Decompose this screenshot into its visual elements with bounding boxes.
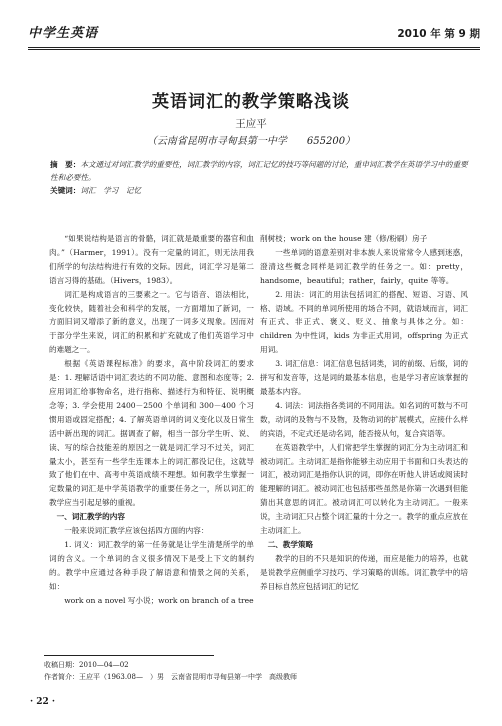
abstract-label: 摘 要： — [50, 160, 81, 169]
paragraph: 在英语教学中，人们常把学生掌握的词汇分为主动词汇和被动词汇。主动词汇是指你能够主动应用于书面和口头表达的词汇，被动词汇是指你认识的词，即你在听他人讲话或阅读时能理解的词汇。被动词汇也包括那些虽然是你第一次遇到但能猜出其意思的词汇。被动词汇可以转化为主动词汇。一般来说，主动词汇只占整个词汇量的十分之一。教学的重点应放在主动词汇上。 — [260, 442, 468, 536]
paragraph: 削树枝；work on the house 建（修/粉刷）房子 — [260, 234, 428, 243]
abstract-block — [50, 158, 470, 197]
paragraph: 根据《英语课程标准》的要求，高中阶段词汇的要求是：1. 理解话语中词汇表达的不同功能、意图和态度等；2. 应用词汇给事物命名，进行指称、描述行为和特征、说明概念等；3. 学会使用 2400－2500 个单词和 300－400 个习惯用语或固定搭配；4. 了解英语单词的词义变化以及日常生活中新出现的词汇。据调查了解，相当一部分学生听、说、读、写的综合技能差的原因之一就是词汇学习不过关，词汇量太小，甚至有一些学生连课本上的词汇都没记住，这就导致了他们在中、高考中英语成绩不理想。如何教学生掌握一定数量的词汇是中学英语教学的重要任务之一，所以词汇的教学应当引起足够的重视。 — [49, 359, 254, 508]
paragraph: 一些单词的语意差别对非本族人来说常常令人感到迷惑，澄清这些概念同样是词汇教学的任务之一。如：pretty，handsome，beautiful；rather，fairly，quite 等等。 — [260, 247, 468, 285]
body-column-right — [260, 232, 468, 594]
header-rule-thin — [28, 49, 480, 50]
page-header — [28, 26, 480, 46]
journal-logo: 中学生英语 — [28, 26, 99, 41]
footnote-rule — [44, 655, 214, 656]
author-bio: 作者简介：王应平（1963.08— ）男 云南省昆明市寻甸县第一中学 高级教师 — [44, 673, 297, 681]
paragraph: 词汇是构成语言的三要素之一。它与语音、语法相比，变化较快，随着社会和科学的发展，一方面增加了新词，一方面旧词又增添了新的意义，出现了一词多义现象。因而对于部分学生来说，词汇的积累和扩充就成了他们英语学习中的难题之一。 — [49, 289, 254, 355]
header-rule — [28, 47, 480, 48]
author-affiliation: （云南省昆明市寻甸县第一中学 655200） — [146, 136, 356, 147]
issue-number: 2010 年 第 9 期 — [397, 28, 480, 40]
keywords-text: 词汇 学习 记忆 — [80, 186, 142, 195]
footnotes — [44, 659, 297, 683]
section-heading: 一、词汇教学的内容 — [56, 512, 125, 522]
body-column-left — [49, 232, 254, 607]
received-date: 收稿日期：2010—04—02 — [44, 661, 129, 669]
paragraph: “如果说结构是语言的骨骼，词汇就是最重要的器官和血肉。”（Harmer，1991）。没有一定量的词汇，则无法用我们所学的句法结构进行有效的交际。因此，词汇学习是第二语言习得的基础。（Hivers，1983）。 — [49, 234, 254, 285]
paragraph: 1. 词义：词汇教学的第一任务就是让学生清楚所学的单词的含义。一个单词的含义很多情况下是受上下文的制约的。教学中应通过各种手段了解语意和情景之间的关系，如： — [49, 539, 254, 591]
article-title: 英语词汇的教学策略浅谈 — [152, 92, 350, 112]
article-author: 王应平 — [235, 118, 267, 130]
paragraph: 教学的目的不只是知识的传递，而应是能力的培养，也就是说教学应侧重学习技巧、学习策略的训练。词汇教学中的培养目标自然应包括词汇的记忆 — [260, 553, 468, 591]
paragraph: 2. 用法：词汇的用法包括词汇的搭配、短语、习语、风格、语域。不同的单词所使用的场合不同，就语域而言，词汇有正式、非正式、褒义、贬义、抽象与具体之分。如：children 为中性词，kids 为非正式用词，offspring 为正式用词。 — [260, 289, 468, 355]
paragraph: 4. 词法：词法指各类词的不同用法。如名词的可数与不可数，动词的及物与不及物，及物动词的扩展模式，应接什么样的宾语，不定式还是动名词，能否接从句，复合宾语等。 — [260, 400, 468, 438]
abstract-text: 本文通过对词汇教学的重要性，词汇教学的内容，词汇记忆的技巧等问题的讨论，重申词汇教学在英语学习中的重要性和必要性。 — [50, 160, 468, 182]
page-number: · 22 · — [30, 697, 56, 707]
keywords — [50, 184, 470, 197]
abstract — [50, 158, 470, 184]
paragraph: 一般来说词汇教学应该包括四方面的内容： — [64, 526, 209, 536]
paragraph: work on a novel 写小说；work on branch of a tree — [64, 595, 254, 605]
paragraph: 3. 词汇信息：词汇信息包括词类，词的前缀、后缀，词的拼写和发音等，这是词的最基本信息，也是学习者应该掌握的最基本内容。 — [260, 359, 468, 396]
section-heading: 二、教学策略 — [267, 539, 314, 549]
keywords-label: 关键词： — [50, 186, 81, 195]
